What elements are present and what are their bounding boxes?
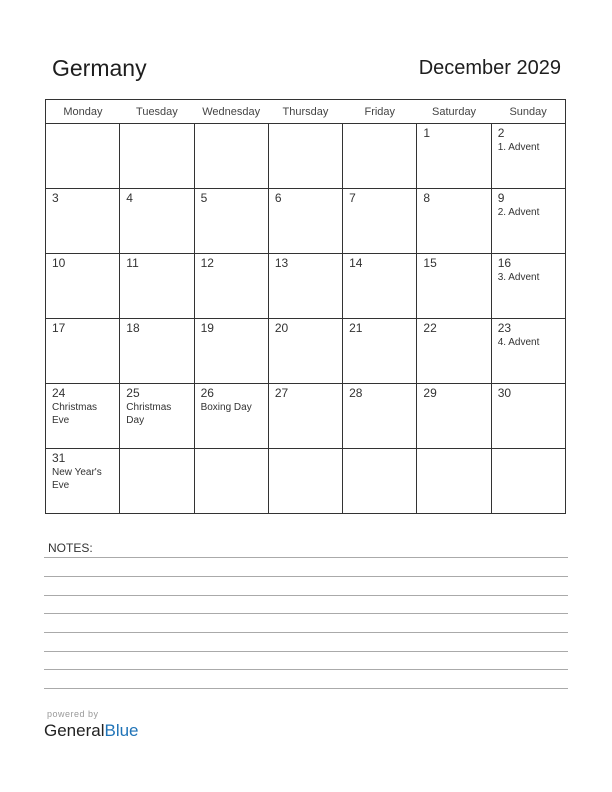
day-number: 15 — [423, 256, 437, 270]
day-cell — [417, 124, 491, 189]
day-cell — [343, 124, 417, 189]
day-number: 6 — [274, 191, 282, 205]
day-cell — [491, 384, 565, 449]
day-cell — [194, 124, 268, 189]
day-cell — [46, 449, 120, 514]
day-number: 12 — [200, 256, 214, 270]
day-cell — [46, 319, 120, 384]
week-row — [46, 449, 566, 514]
day-cell — [491, 319, 565, 384]
day-number: 4 — [126, 191, 133, 205]
day-number: 8 — [423, 191, 431, 205]
day-number: 17 — [52, 321, 66, 335]
day-number: 21 — [349, 321, 363, 335]
day-cell — [194, 189, 268, 254]
week-row — [46, 254, 566, 319]
day-cell — [120, 319, 194, 384]
day-cell — [194, 384, 268, 449]
day-cell — [120, 254, 194, 319]
day-cell — [120, 449, 194, 514]
notes-line — [44, 669, 568, 670]
holiday-label: Christmas Eve — [52, 402, 98, 426]
day-number: 16 — [497, 256, 512, 270]
day-number: 22 — [423, 321, 437, 335]
day-cell — [194, 449, 268, 514]
notes-line — [44, 595, 568, 596]
day-number: 27 — [274, 386, 289, 400]
notes-label: NOTES: — [48, 541, 93, 555]
day-cell — [194, 254, 268, 319]
holiday-label: 1. Advent — [497, 142, 540, 153]
day-cell — [491, 124, 565, 189]
powered-by-text: powered by — [47, 709, 99, 719]
day-cell — [46, 254, 120, 319]
day-number: 24 — [52, 386, 66, 400]
day-cell — [268, 449, 342, 514]
day-cell — [417, 189, 491, 254]
brand-general: General — [44, 721, 105, 740]
day-number: 13 — [274, 256, 289, 270]
day-cell — [343, 384, 417, 449]
day-number: 30 — [497, 386, 512, 400]
day-number: 29 — [423, 386, 437, 400]
day-number: 1 — [423, 126, 431, 140]
month-title: December 2029 — [418, 57, 561, 79]
holiday-label: New Year's Eve — [52, 467, 102, 491]
notes-line — [44, 613, 568, 614]
week-row — [46, 124, 566, 189]
day-cell — [343, 449, 417, 514]
day-number: 25 — [126, 386, 140, 400]
day-cell — [268, 384, 342, 449]
holiday-label: 4. Advent — [497, 337, 540, 348]
notes-line — [44, 557, 568, 558]
day-number: 9 — [497, 191, 505, 205]
day-cell — [268, 254, 342, 319]
weekday-header: Sunday — [491, 100, 565, 124]
day-cell — [491, 189, 565, 254]
notes-line — [44, 632, 568, 633]
day-cell — [268, 124, 342, 189]
day-cell — [46, 189, 120, 254]
day-cell — [268, 189, 342, 254]
brand-logo[interactable] — [44, 721, 139, 741]
day-cell — [343, 189, 417, 254]
day-number: 23 — [497, 321, 512, 335]
day-cell — [417, 449, 491, 514]
weekday-header: Thursday — [268, 100, 342, 124]
day-cell — [491, 254, 565, 319]
day-cell — [343, 319, 417, 384]
holiday-label: 3. Advent — [497, 272, 540, 283]
notes-line — [44, 576, 568, 577]
country-title: Germany — [52, 55, 147, 81]
day-number: 28 — [349, 386, 363, 400]
day-cell — [417, 319, 491, 384]
day-cell — [417, 384, 491, 449]
week-row — [46, 319, 566, 384]
week-row — [46, 384, 566, 449]
notes-line — [44, 688, 568, 689]
weekday-header-row — [46, 100, 566, 124]
day-cell — [46, 124, 120, 189]
day-number: 3 — [52, 191, 59, 205]
day-cell — [120, 124, 194, 189]
day-cell — [120, 384, 194, 449]
day-cell — [46, 384, 120, 449]
brand-blue: Blue — [104, 721, 139, 740]
holiday-label: Boxing Day — [200, 402, 252, 413]
notes-line — [44, 651, 568, 652]
day-cell — [343, 254, 417, 319]
weekday-header: Friday — [343, 100, 417, 124]
day-cell — [417, 254, 491, 319]
holiday-label: 2. Advent — [497, 207, 540, 218]
day-cell — [268, 319, 342, 384]
weekday-header: Saturday — [417, 100, 491, 124]
day-number: 11 — [126, 256, 139, 270]
day-number: 10 — [52, 256, 66, 270]
day-number: 31 — [52, 451, 66, 465]
day-number: 18 — [126, 321, 140, 335]
weekday-header: Monday — [46, 100, 120, 124]
day-cell — [194, 319, 268, 384]
day-number: 2 — [497, 126, 505, 140]
calendar-grid — [45, 99, 566, 514]
weekday-header: Wednesday — [194, 100, 268, 124]
week-row — [46, 189, 566, 254]
day-number: 20 — [274, 321, 289, 335]
day-number: 19 — [200, 321, 214, 335]
day-number: 5 — [200, 191, 208, 205]
day-number: 26 — [200, 386, 214, 400]
day-number: 14 — [349, 256, 363, 270]
day-number: 7 — [349, 191, 356, 205]
day-cell — [491, 449, 565, 514]
holiday-label: Christmas Day — [126, 402, 172, 426]
weekday-header: Tuesday — [120, 100, 194, 124]
day-cell — [120, 189, 194, 254]
